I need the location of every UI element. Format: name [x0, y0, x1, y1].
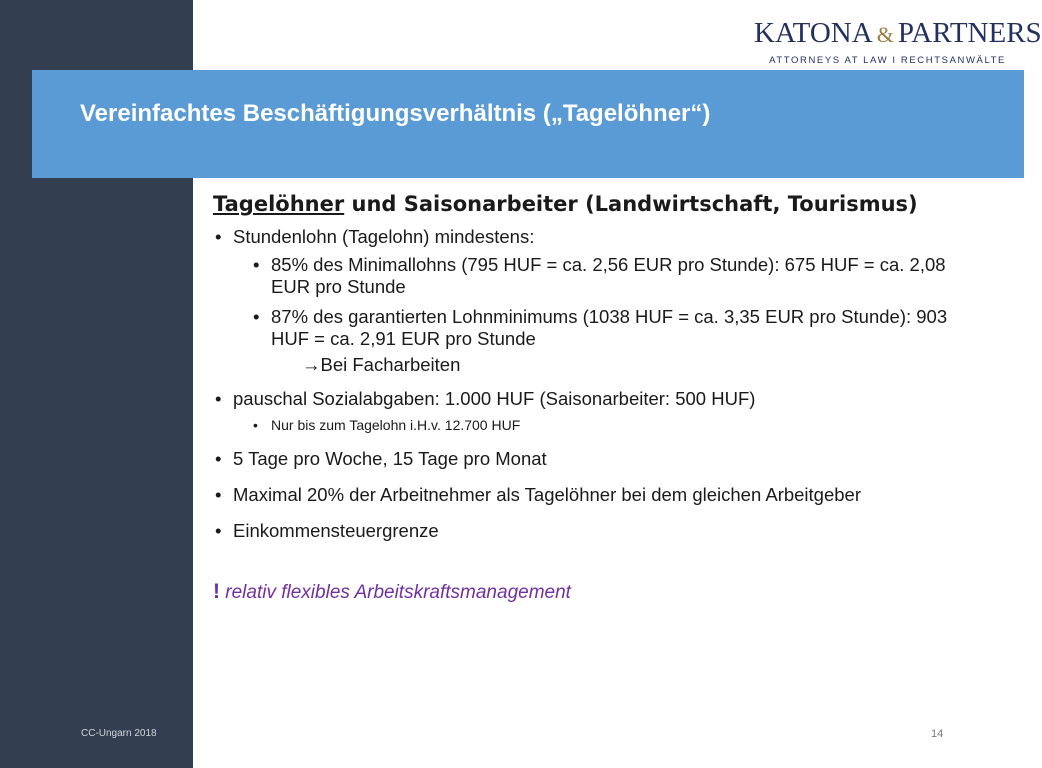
bullet-max-percentage: • Maximal 20% der Arbeitnehmer als Tagelöhner bei dem gleichen Arbeitgeber [213, 484, 973, 506]
sub-bullet-guaranteed-minimum: • 87% des garantierten Lohnminimums (1038 HUF = ca. 3,35 EUR pro Stunde): 903 HUF = ca. 2,91 EUR pro Stunde [213, 306, 973, 350]
exclamation-mark: ! [213, 580, 220, 603]
sub-bullet-minimum-wage: • 85% des Minimallohns (795 HUF = ca. 2,56 EUR pro Stunde): 675 HUF = ca. 2,08 EUR pro Stunde [213, 254, 973, 298]
bullet-income-tax: • Einkommensteuergrenze [213, 520, 973, 542]
right-arrow-icon: → [302, 354, 321, 375]
title-bar [32, 70, 1024, 178]
heading-underlined: Tagelöhner [213, 192, 345, 216]
logo-wordmark [754, 17, 1042, 50]
slide-title: Vereinfachtes Beschäftigungsverhältnis („Tagelöhner“) [80, 100, 711, 127]
conclusion-text: relativ flexibles Arbeitskraftsmanagement [220, 582, 571, 603]
bullet-days-limit: • 5 Tage pro Woche, 15 Tage pro Monat [213, 448, 973, 470]
logo-ampersand: & [876, 22, 894, 47]
heading-rest: und Saisonarbeiter (Landwirtschaft, Tourismus) [344, 192, 918, 216]
arrow-note-text: Bei Facharbeiten [320, 354, 461, 375]
bullet-hourly-wage: • Stundenlohn (Tagelohn) mindestens: [213, 226, 973, 248]
page-number: 14 [931, 728, 944, 740]
logo-name-left: KATONA [754, 17, 873, 49]
company-logo [754, 17, 1042, 68]
bullet-social-contributions: • pauschal Sozialabgaben: 1.000 HUF (Saisonarbeiter: 500 HUF) [213, 388, 973, 410]
slide-content [213, 192, 973, 605]
arrow-note [213, 354, 973, 376]
sub-bullet-daily-wage-limit: • Nur bis zum Tagelohn i.H.v. 12.700 HUF [213, 416, 973, 434]
section-heading [213, 192, 973, 216]
footer-label: CC-Ungarn 2018 [81, 728, 157, 739]
logo-name-right: PARTNERS [897, 17, 1042, 49]
conclusion-note [213, 580, 973, 605]
logo-tagline: ATTORNEYS AT LAW I RECHTSANWÄLTE [769, 55, 1006, 66]
